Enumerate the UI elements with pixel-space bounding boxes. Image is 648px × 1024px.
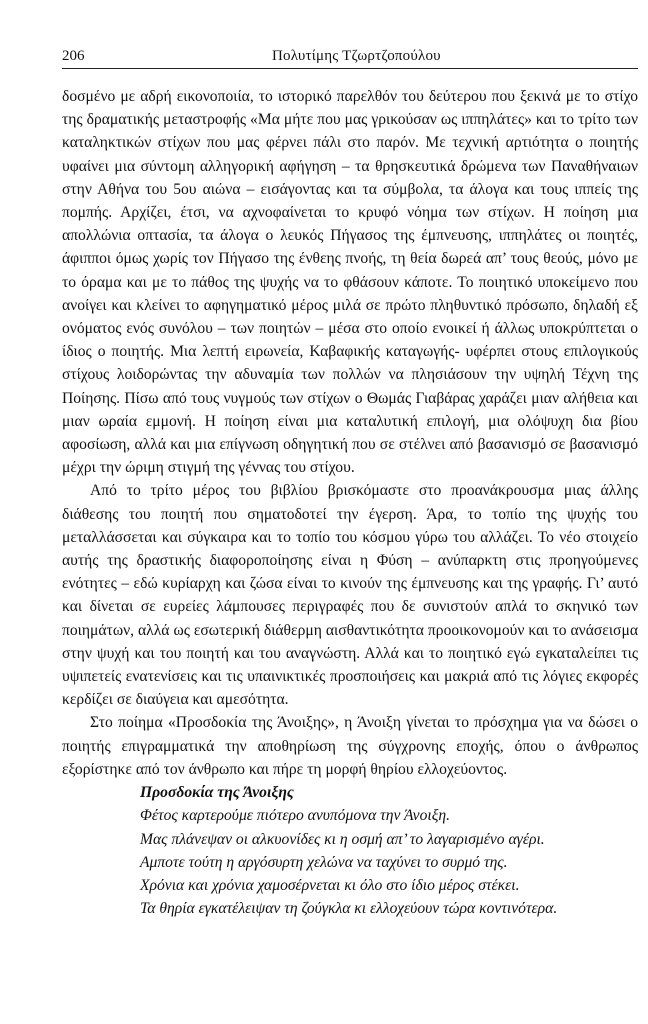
body-text [62, 85, 638, 920]
paragraph-1: δοσμένο με αδρή εικονοποιία, το ιστορικό παρελθόν του δεύτερου που ξεκινά με το στίχο της δραματικής μεταστροφής «Μα μήτε που μας γρικούσαν ως ιππηλάτες» και το τρίτο των καταληκτικών στίχων που μας φέρνει πάλι στο παρόν. Με τεχνική αρτιότητα ο ποιητής υφαίνει μια σύντομη αλληγορική αφήγηση – τα θρησκευτικά δρώμενα των Παναθήναιων στην Αθήνα του 5ου αιώνα – εισάγοντας και τα σύμβολα, τα άλογα και τους ιππείς της πομπής. Αρχίζει, έτσι, να αχνοφαίνεται το κρυφό νόημα των στίχων. Η ποίηση μια απολλώνια οπτασία, τα άλογα ο λευκός Πήγασος της έμπνευσης, ιππηλάτες οι ποιητές, άφιπποι όμως χωρίς τον Πήγασο της ένθεης πνοής, τη θεία δωρεά απ’ τους θεούς, μόνο με το όραμα και με το πάθος της ψυχής να το φθάσουν κάποτε. Το ποιητικό υποκείμενο που ανοίγει και κλείνει το αφηγηματικό μέρος μιλά σε πρώτο πληθυντικό πρόσωπο, δηλαδή εξ ονόματος ενός συνόλου – των ποιητών – μέσα στο οποίο ενοικεί ή άλλως υποκρύπτεται ο ίδιος ο ποιητής. Μια λεπτή ειρωνεία, Καβαφικής καταγωγής- υφέρπει στους επιλογικούς στίχους λοιδορώντας την αδυναμία των πολλών να πλησιάσουν την υψηλή Τέχνη της Ποίησης. Πίσω από τους νυγμούς των στίχων ο Θωμάς Γιαβάρας χαράζει μιαν αλήθεια και μιαν ωραία εμμονή. Η ποίηση είναι μια καταλυτική επιλογή, μια ολόψυχη δια βίου αφοσίωση, αλλά και μια επίγνωση οδηγητική που σε στέλνει από βασανισμό σε βασανισμό μέχρι την ώριμη στιγμή της γέννας του στίχου. [62, 88, 638, 477]
poem-line: Τα θηρία εγκατέλειψαν τη ζούγκλα κι ελλοχεύουν τώρα κοντινότερα. [140, 900, 558, 918]
poem-title: Προσδοκία της Άνοιξης [140, 784, 294, 802]
poem-line: Μας πλάνεψαν οι αλκυονίδες κι η οσμή απ’ το λαγαρισμένο αγέρι. [140, 830, 545, 848]
page-number: 206 [62, 48, 85, 64]
poem-line: Χρόνια και χρόνια χαμοσέρνεται κι όλο στο ίδιο μέρος στέκει. [140, 876, 520, 894]
poem-line: Αμποτε τούτη η αργόσυρτη χελώνα να ταχύνει το συρμό της. [140, 853, 508, 871]
poem [62, 781, 638, 920]
running-head: Πολυτίμης Τζωρτζοπούλου [272, 48, 441, 64]
poem-line: Φέτος καρτερούμε πιότερο ανυπόμονα την Άνοιξη. [140, 807, 451, 825]
paragraph-3: Στο ποίημα «Προσδοκία της Άνοιξης», η Άνοιξη γίνεται το πρόσχημα για να δώσει ο ποιητής επιγραμματικά την αποθηρίωση της σύγχρονης εποχής, όπου ο άνθρωπος εξορίστηκε από τον άνθρωπο και πήρε τη μορφή θηρίου ελλοχεύοντος. [62, 714, 638, 778]
header-rule [62, 68, 638, 69]
page-header [62, 46, 636, 68]
paragraph-2: Από το τρίτο μέρος του βιβλίου βρισκόμαστε στο προανάκρουσμα μιας άλλης διάθεσης του ποιητή που σηματοδοτεί την έγερση. Άρα, το τοπίο της ψυχής του μεταλλάσσεται και σύγκαιρα και το τοπίο του κόσμου γύρω του αλλάζει. Το νέο στοιχείο αυτής της δραστικής διαφοροποίησης είναι η Φύση – ανύπαρκτη στις προηγούμενες ενότητες – εδώ κυρίαρχη και ζώσα είναι το κινούν της έμπνευσης και της γραφής. Γι’ αυτό και δίνεται σε ευρείες λάμπουσες περιγραφές που δε συνιστούν απλά το σκηνικό των ποιημάτων, αλλά ως εσωτερική διάθερμη αισθαντικότητα προοικονομούν και το ανάσεισμα στην ψυχή και του ποιητή και του αναγνώστη. Αλλά και το ποιητικό εγώ εγκαταλείπει τις υψιπετείς ενατενίσεις και τις υπαινικτικές προσποιήσεις και μακριά από τις λόγιες εκφορές κερδίζει σε διαύγεια και αμεσότητα. [62, 482, 638, 709]
